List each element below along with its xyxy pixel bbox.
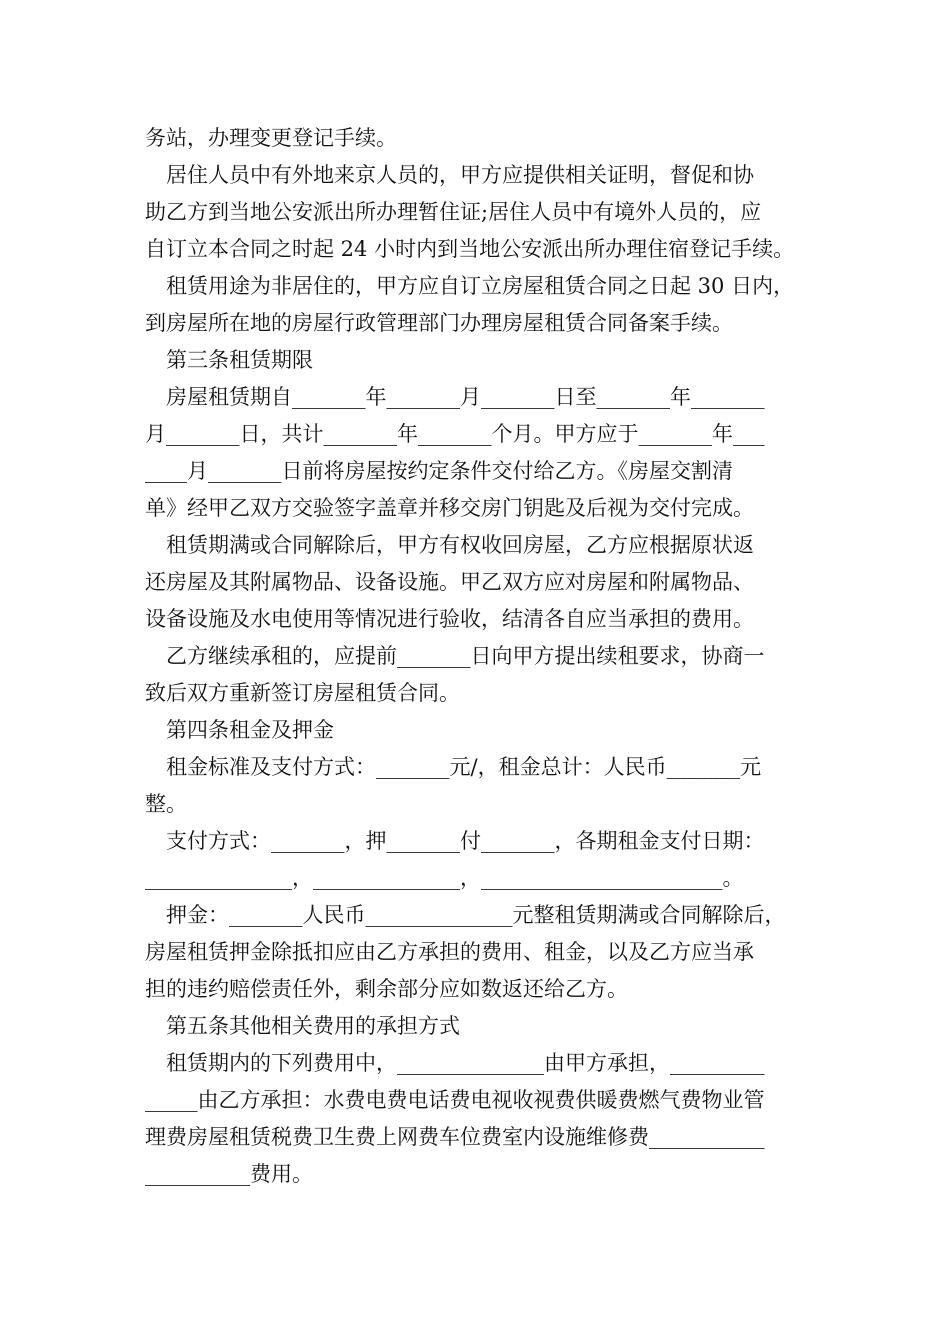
text-line: 还房屋及其附属物品、设备设施。甲乙双方应对房屋和附属物品、 bbox=[145, 570, 754, 594]
document-body bbox=[145, 120, 815, 1193]
text-line: 租赁期满或合同解除后，甲方有权收回房屋，乙方应根据原状返 bbox=[166, 533, 754, 557]
text-line: 居住人员中有外地来京人员的，甲方应提供相关证明，督促和协 bbox=[166, 163, 754, 187]
text-line: 到房屋所在地的房屋行政管理部门办理房屋租赁合同备案手续。 bbox=[145, 311, 733, 335]
text-line: 房屋租赁期自_______年_______月_______日至_______年_______ bbox=[166, 385, 765, 409]
text-line: 单》经甲乙双方交验签字盖章并移交房门钥匙及后视为交付完成。 bbox=[145, 496, 754, 520]
text-line: 理费房屋租赁税费卫生费上网费车位费室内设施维修费___________ bbox=[145, 1125, 765, 1149]
text-line: 第五条其他相关费用的承担方式 bbox=[166, 1014, 460, 1038]
text-line: 第三条租赁期限 bbox=[166, 348, 313, 372]
text-line: 第四条租金及押金 bbox=[166, 718, 334, 742]
text-line: ______________，______________，_______________________。 bbox=[145, 866, 744, 890]
text-line: 押金：_______人民币______________元整租赁期满或合同解除后， bbox=[166, 903, 786, 927]
text-line: 致后双方重新签订房屋租赁合同。 bbox=[145, 681, 460, 705]
text-line: 自订立本合同之时起 24 小时内到当地公安派出所办理住宿登记手续。 bbox=[145, 237, 795, 261]
text-line: 助乙方到当地公安派出所办理暂住证;居住人员中有境外人员的，应 bbox=[145, 200, 762, 224]
text-line: 整。 bbox=[145, 792, 187, 816]
text-line: 支付方式：_______，押_______付_______，各期租金支付日期： bbox=[166, 829, 765, 853]
text-line: 设备设施及水电使用等情况进行验收，结清各自应当承担的费用。 bbox=[145, 607, 754, 631]
text-line: 租赁期内的下列费用中，______________由甲方承担，_________ bbox=[166, 1051, 765, 1075]
text-line: 房屋租赁押金除抵扣应由乙方承担的费用、租金，以及乙方应当承 bbox=[145, 940, 754, 964]
text-line: 租赁用途为非居住的，甲方应自订立房屋租赁合同之日起 30 日内， bbox=[166, 274, 795, 298]
text-line: 乙方继续承租的，应提前_______日向甲方提出续租要求，协商一 bbox=[166, 644, 765, 668]
text-line: 担的违约赔偿责任外，剩余部分应如数返还给乙方。 bbox=[145, 977, 628, 1001]
text-line: ____月_______日前将房屋按约定条件交付给乙方。《房屋交割清 bbox=[145, 459, 733, 483]
text-line: __________费用。 bbox=[145, 1162, 313, 1186]
text-line: 务站，办理变更登记手续。 bbox=[145, 126, 397, 150]
text-line: 租金标准及支付方式：_______元/，租金总计：人民币_______元 bbox=[166, 755, 762, 779]
text-line: _____由乙方承担：水费电费电话费电视收视费供暖费燃气费物业管 bbox=[145, 1088, 765, 1112]
text-line: 月_______日，共计_______年_______个月。甲方应于_______年___ bbox=[145, 422, 765, 446]
